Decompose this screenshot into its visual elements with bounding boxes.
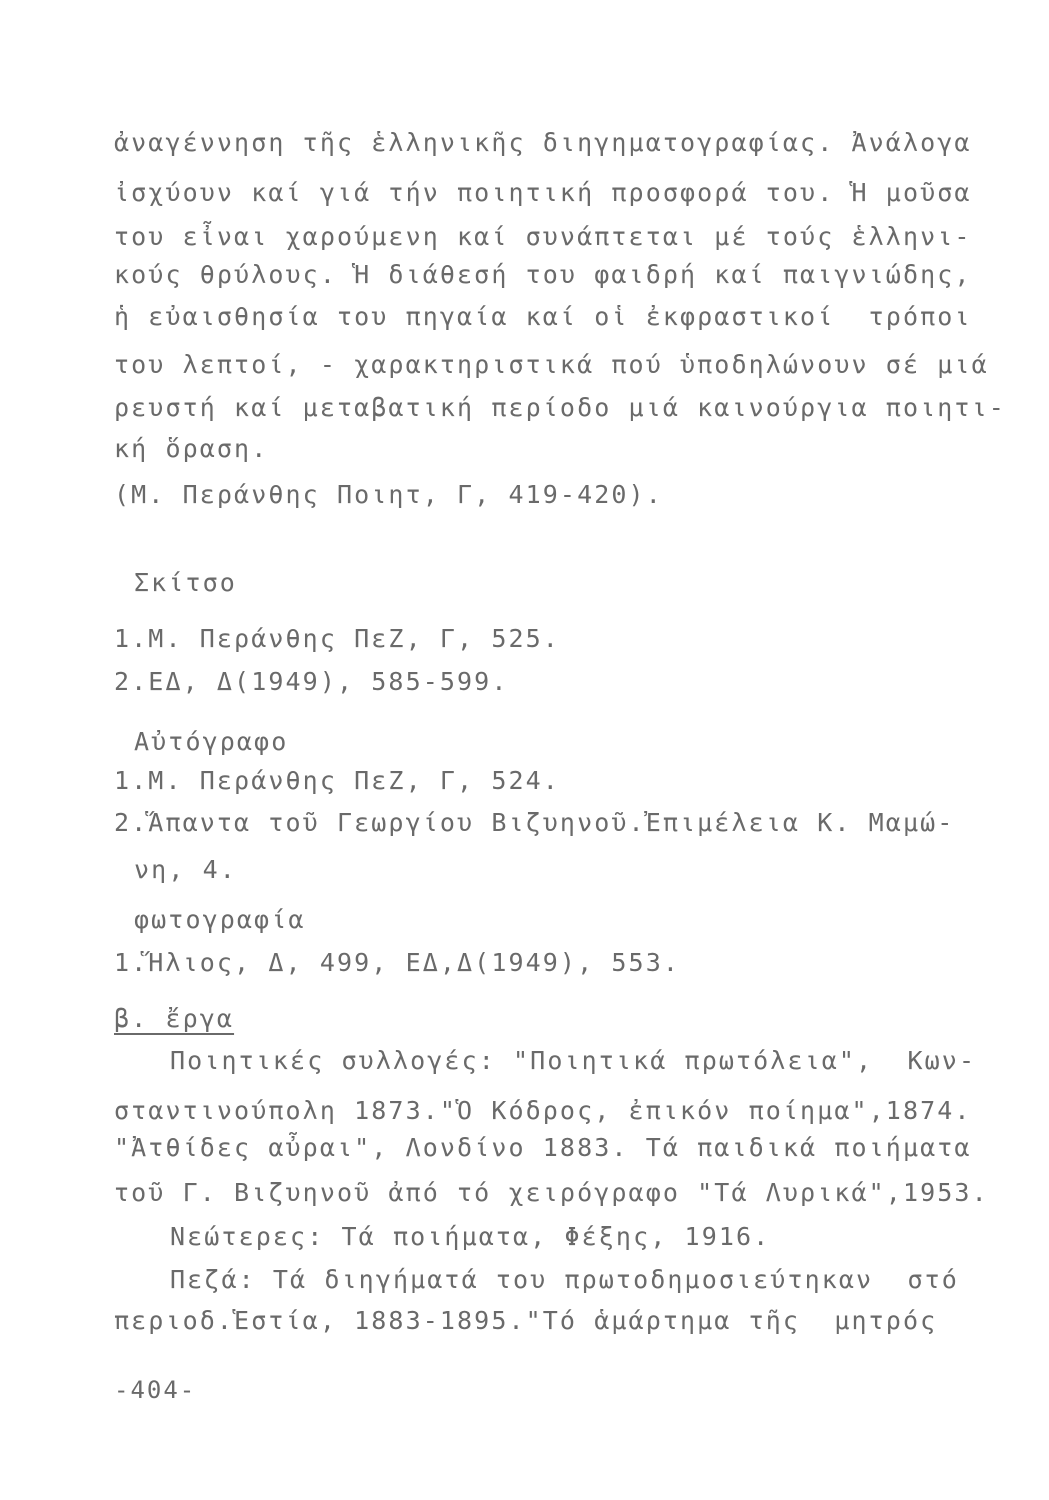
page-number: -404- (114, 1376, 197, 1404)
paragraph-line: κούς θρύλους. Ἡ διάθεσή του φαιδρή καί παιγνιώδης, (114, 260, 972, 289)
sketch-item: 1.Μ. Περάνθης ΠεΖ, Γ, 525. (114, 624, 560, 653)
paragraph-line: ρευστή καί μεταβατική περίοδο μιά καινούργια ποιητι- (114, 393, 1006, 422)
autograph-item-continued: νη, 4. (134, 855, 237, 884)
sketch-item: 2.ΕΔ, Δ(1949), 585-599. (114, 667, 509, 696)
works-line: Πεζά: Τά διηγήματά του πρωτοδημοσιεύτηκαν στό (170, 1265, 959, 1294)
paragraph-line: ἀναγέννηση τῆς ἑλληνικῆς διηγηματογραφίας. Ἀνάλογα (114, 128, 972, 157)
autograph-heading: Αὐτόγραφο (134, 727, 289, 756)
works-line: σταντινούπολη 1873."Ὁ Κόδρος, ἐπικόν ποίημα",1874. (114, 1096, 972, 1125)
works-line: "Ἀτθίδες αὖραι", Λονδίνο 1883. Τά παιδικά ποιήματα (114, 1133, 972, 1162)
paragraph-line: του λεπτοί, - χαρακτηριστικά πού ὑποδηλώνουν σέ μιά (114, 350, 989, 379)
works-line: Νεώτερες: Τά ποιήματα, Φέξης, 1916. (170, 1222, 771, 1251)
works-heading: β. ἔργα (114, 1004, 235, 1033)
works-line: τοῦ Γ. Βιζυηνοῦ ἀπό τό χειρόγραφο "Τά Λυρικά",1953. (114, 1178, 989, 1207)
photograph-heading: φωτογραφία (134, 905, 306, 934)
autograph-item: 2.Ἅπαντα τοῦ Γεωργίου Βιζυηνοῦ.Ἐπιμέλεια Κ. Μαμώ- (114, 808, 955, 837)
works-line: Ποιητικές συλλογές: "Ποιητικά πρωτόλεια", Κων- (170, 1046, 977, 1075)
paragraph-line: κή ὅραση. (114, 434, 269, 463)
paragraph-line: ἰσχύουν καί γιά τήν ποιητική προσφορά του. Ἡ μοῦσα (114, 178, 972, 207)
paragraph-line: του εἶναι χαρούμενη καί συνάπτεται μέ τούς ἑλληνι- (114, 222, 972, 251)
citation: (Μ. Περάνθης Ποιητ, Γ, 419-420). (114, 480, 663, 509)
photograph-item: 1.Ἥλιος, Δ, 499, ΕΔ,Δ(1949), 553. (114, 948, 680, 977)
autograph-item: 1.Μ. Περάνθης ΠεΖ, Γ, 524. (114, 766, 560, 795)
works-line: περιοδ.Ἑστία, 1883-1895."Τό ἁμάρτημα τῆς μητρός (114, 1306, 938, 1335)
paragraph-line: ἡ εὐαισθησία του πηγαία καί οἱ ἐκφραστικοί τρόποι (114, 302, 972, 331)
sketch-heading: Σκίτσο (134, 568, 237, 597)
